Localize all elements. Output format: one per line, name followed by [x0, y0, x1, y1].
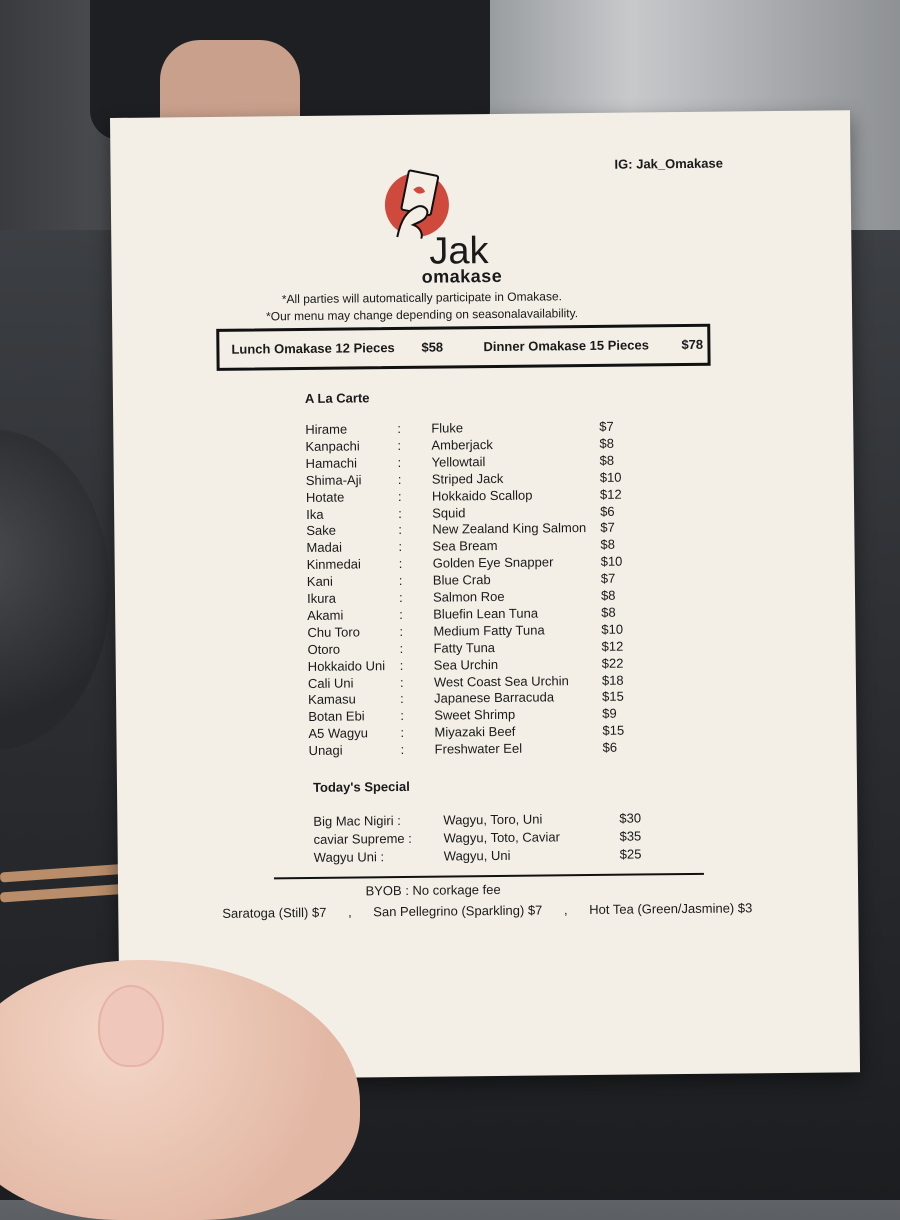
- drink-separator: ,: [563, 902, 568, 918]
- menu-item-english: Hokkaido Scallop: [431, 487, 533, 504]
- menu-item-price: $22: [601, 655, 624, 671]
- special-price: $30: [619, 810, 642, 826]
- menu-item-price: $12: [599, 486, 622, 502]
- menu-item-name: Chu Toro: [307, 624, 360, 640]
- menu-item-price: $6: [600, 503, 615, 519]
- menu-item-colon: :: [398, 539, 403, 555]
- menu-item-price: $9: [602, 706, 617, 722]
- drink-item: Hot Tea (Green/Jasmine) $3: [589, 900, 753, 918]
- menu-sheet: [110, 110, 860, 1080]
- byob-note: BYOB : No corkage fee: [365, 881, 501, 899]
- menu-item-name: Kani: [306, 573, 333, 590]
- menu-item-english: Sea Bream: [432, 538, 498, 554]
- menu-item-colon: :: [397, 488, 402, 504]
- drink-item: San Pellegrino (Sparkling) $7: [373, 902, 543, 920]
- menu-item-english: Bluefin Lean Tuna: [433, 605, 539, 622]
- special-row: [314, 846, 714, 868]
- drinks-line: [222, 900, 770, 921]
- menu-item-colon: :: [398, 505, 402, 521]
- special-items: Wagyu, Uni: [443, 847, 511, 864]
- menu-item-english: Sweet Shrimp: [434, 707, 516, 723]
- menu-item-english: Blue Crab: [432, 572, 491, 588]
- menu-item-english: Freshwater Eel: [434, 740, 523, 757]
- menu-item-colon: :: [400, 725, 405, 741]
- a-la-carte-title: A La Carte: [304, 390, 370, 406]
- menu-item-price: $7: [599, 418, 614, 434]
- menu-item-price: $7: [600, 520, 615, 536]
- menu-item-english: New Zealand King Salmon: [432, 520, 587, 538]
- menu-item-price: $15: [602, 689, 624, 705]
- menu-item-colon: :: [398, 556, 403, 572]
- menu-item-colon: :: [398, 589, 403, 605]
- menu-item-name: Kamasu: [308, 691, 356, 708]
- fingernail: [98, 985, 164, 1067]
- menu-item-english: Fatty Tuna: [433, 639, 496, 656]
- menu-item-price: $10: [600, 553, 623, 570]
- plate: [0, 430, 110, 750]
- menu-item-colon: :: [397, 420, 401, 437]
- menu-item-name: A5 Wagyu: [308, 725, 369, 742]
- lunch-price: $58: [421, 339, 444, 355]
- menu-item-english: Striped Jack: [431, 470, 504, 487]
- note-participation: *All parties will automatically participate in Omakase.: [281, 289, 563, 307]
- special-title: Today's Special: [312, 778, 410, 795]
- special-price: $25: [619, 846, 642, 862]
- menu-item-english: Japanese Barracuda: [434, 689, 555, 707]
- special-name: caviar Supreme :: [313, 830, 412, 847]
- menu-item-name: Akami: [307, 607, 344, 623]
- menu-item-price: $7: [600, 570, 616, 586]
- menu-item-colon: :: [397, 454, 402, 470]
- menu-item-colon: :: [399, 657, 404, 673]
- menu-item-colon: :: [400, 742, 405, 758]
- chopstick: [0, 863, 130, 882]
- menu-item-name: Ika: [306, 506, 324, 522]
- menu-item-english: Sea Urchin: [433, 656, 499, 673]
- menu-item-price: $10: [601, 621, 624, 637]
- menu-item-colon: :: [399, 674, 404, 690]
- menu-item-colon: :: [397, 437, 402, 453]
- divider: [274, 873, 704, 880]
- menu-item-name: Sake: [306, 523, 337, 539]
- menu-item-colon: :: [400, 708, 404, 724]
- special-name: Big Mac Nigiri :: [313, 812, 401, 829]
- menu-item-name: Cali Uni: [307, 674, 354, 691]
- menu-item-colon: :: [398, 573, 403, 589]
- omakase-price-box: [216, 324, 710, 371]
- brand-name: Jak: [429, 230, 489, 273]
- menu-item-name: Hotate: [305, 489, 345, 505]
- menu-item-english: West Coast Sea Urchin: [433, 672, 569, 690]
- menu-item-price: $8: [599, 435, 614, 451]
- dinner-label: Dinner Omakase 15 Pieces: [483, 337, 649, 355]
- menu-item-price: $8: [600, 587, 616, 603]
- menu-item-name: Kinmedai: [306, 556, 361, 573]
- menu-item-name: Shima-Aji: [305, 472, 362, 488]
- menu-item-english: Miyazaki Beef: [434, 723, 516, 740]
- menu-item-row: [309, 739, 689, 760]
- menu-item-name: Hokkaido Uni: [307, 657, 386, 674]
- menu-item-english: Amberjack: [431, 436, 493, 453]
- chopstick: [0, 883, 130, 902]
- drink-item: Saratoga (Still) $7: [222, 904, 327, 921]
- menu-item-price: $15: [602, 722, 625, 739]
- menu-item-colon: :: [397, 471, 402, 487]
- dinner-price: $78: [681, 336, 704, 353]
- menu-item-english: Fluke: [431, 420, 464, 436]
- menu-item-price: $8: [601, 604, 616, 620]
- special-items: Wagyu, Toto, Caviar: [443, 829, 560, 846]
- drink-separator: ,: [347, 904, 352, 920]
- logo-icon: [383, 166, 456, 239]
- menu-item-name: Madai: [306, 539, 343, 556]
- menu-item-name: Hirame: [305, 421, 348, 437]
- menu-item-price: $12: [601, 638, 624, 654]
- menu-item-name: Unagi: [308, 742, 343, 759]
- lunch-label: Lunch Omakase 12 Pieces: [231, 340, 395, 357]
- menu-item-english: Golden Eye Snapper: [432, 554, 554, 571]
- menu-item-price: $10: [599, 469, 622, 485]
- note-seasonal: *Our menu may change depending on seasonalavailability.: [266, 306, 579, 324]
- menu-item-english: Yellowtail: [431, 453, 486, 470]
- menu-item-english: Medium Fatty Tuna: [433, 622, 545, 639]
- menu-item-english: Salmon Roe: [432, 588, 505, 605]
- menu-item-name: Kanpachi: [305, 438, 360, 454]
- menu-item-colon: :: [399, 606, 403, 622]
- menu-item-price: $6: [602, 739, 618, 755]
- menu-item-colon: :: [400, 691, 404, 707]
- menu-item-price: $8: [599, 452, 615, 468]
- special-price: $35: [619, 828, 642, 844]
- menu-item-price: $8: [600, 537, 616, 553]
- menu-item-name: Hamachi: [305, 455, 357, 471]
- special-items: Wagyu, Toro, Uni: [443, 811, 543, 828]
- brand-subtitle: omakase: [421, 265, 503, 287]
- menu-item-english: Squid: [432, 504, 466, 521]
- menu-item-colon: :: [399, 623, 404, 639]
- menu-item-colon: :: [399, 640, 404, 656]
- menu-item-colon: :: [398, 522, 403, 538]
- menu-item-name: Ikura: [306, 590, 337, 606]
- instagram-handle: IG: Jak_Omakase: [614, 155, 723, 172]
- menu-item-price: $18: [601, 672, 624, 688]
- special-name: Wagyu Uni :: [313, 849, 385, 865]
- menu-item-name: Otoro: [307, 641, 341, 657]
- menu-item-name: Botan Ebi: [308, 708, 365, 725]
